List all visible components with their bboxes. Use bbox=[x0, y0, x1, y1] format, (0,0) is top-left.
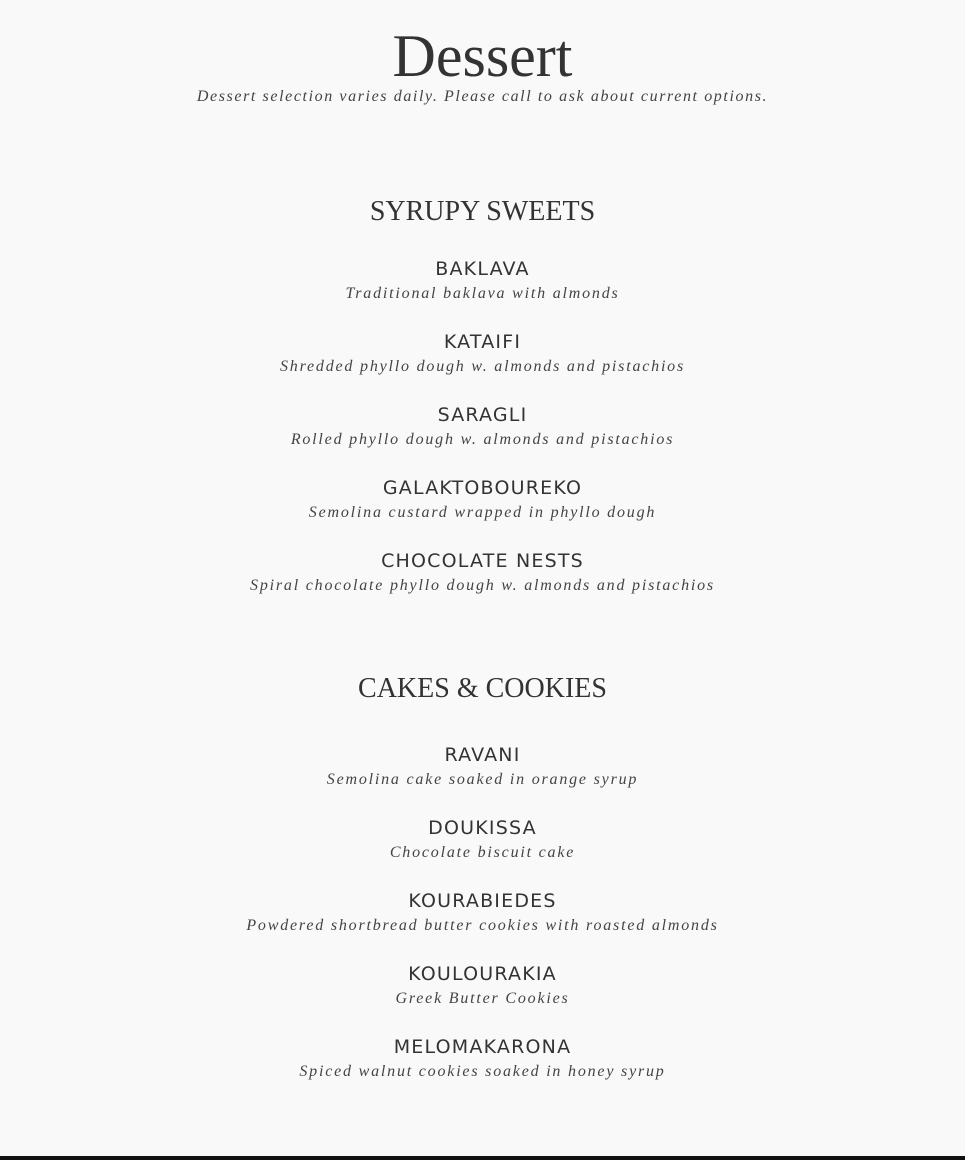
menu-item bbox=[0, 1035, 965, 1108]
menu-item bbox=[0, 962, 965, 1035]
section-heading: SYRUPY SWEETS bbox=[369, 196, 596, 227]
menu-item-description: Chocolate biscuit cake bbox=[389, 844, 576, 861]
menu-list bbox=[0, 257, 965, 622]
menu-item-name: CHOCOLATE NESTS bbox=[381, 550, 584, 572]
page-subtitle: Dessert selection varies daily. Please call to ask about current options. bbox=[196, 88, 769, 105]
menu-item-description: Traditional baklava with almonds bbox=[345, 285, 620, 302]
menu-item-name: BAKLAVA bbox=[435, 258, 530, 280]
menu-item-name: KOULOURAKIA bbox=[408, 963, 557, 985]
menu-item-name: DOUKISSA bbox=[428, 817, 537, 839]
menu-item bbox=[0, 889, 965, 962]
section-heading: CAKES & COOKIES bbox=[358, 673, 607, 704]
menu-list bbox=[0, 743, 965, 1108]
page-title: Dessert bbox=[392, 23, 573, 89]
menu-item bbox=[0, 403, 965, 476]
menu-item bbox=[0, 476, 965, 549]
section-syrupy-sweets bbox=[0, 195, 965, 622]
menu-item bbox=[0, 330, 965, 403]
menu-item-description: Greek Butter Cookies bbox=[395, 990, 570, 1007]
menu-item-description: Semolina custard wrapped in phyllo dough bbox=[308, 504, 657, 521]
menu-item-name: KATAIFI bbox=[443, 331, 522, 353]
menu-item-description: Shredded phyllo dough w. almonds and pistachios bbox=[279, 358, 686, 375]
menu-item-name: RAVANI bbox=[444, 744, 521, 766]
footer-bar bbox=[0, 1156, 965, 1160]
menu-item bbox=[0, 816, 965, 889]
menu-item-description: Spiral chocolate phyllo dough w. almonds and pistachios bbox=[250, 577, 715, 594]
menu-item bbox=[0, 549, 965, 622]
menu-item-name: MELOMAKARONA bbox=[393, 1036, 572, 1058]
section-cakes-cookies bbox=[0, 672, 965, 1108]
menu-item-name: SARAGLI bbox=[437, 404, 528, 426]
menu-item bbox=[0, 257, 965, 330]
menu-item-name: KOURABIEDES bbox=[408, 890, 557, 912]
menu-item-description: Rolled phyllo dough w. almonds and pistachios bbox=[290, 431, 675, 448]
menu-item-description: Semolina cake soaked in orange syrup bbox=[326, 771, 639, 788]
menu-item-description: Powdered shortbread butter cookies with roasted almonds bbox=[246, 917, 719, 934]
menu-item-description: Spiced walnut cookies soaked in honey syrup bbox=[299, 1063, 666, 1080]
menu-item bbox=[0, 743, 965, 816]
menu-item-name: GALAKTOBOUREKO bbox=[382, 477, 583, 499]
